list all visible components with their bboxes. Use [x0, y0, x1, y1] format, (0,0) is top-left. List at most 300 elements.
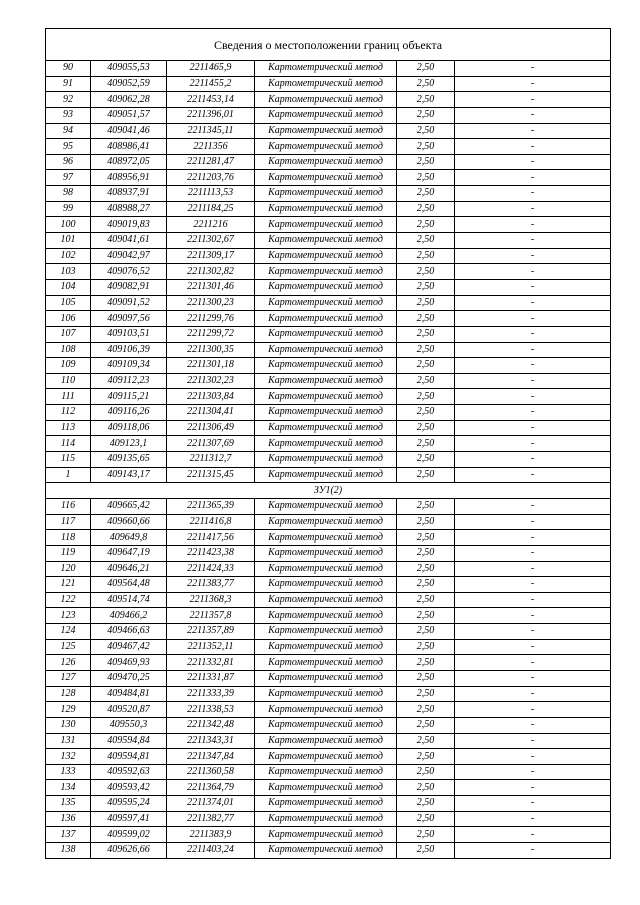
accuracy-cell: 2,50 [397, 639, 455, 655]
y-coordinate-cell: 2211312,7 [167, 452, 255, 468]
y-coordinate-cell: 2211184,25 [167, 201, 255, 217]
accuracy-cell: 2,50 [397, 201, 455, 217]
x-coordinate-cell: 409594,81 [91, 749, 167, 765]
description-cell: - [455, 655, 611, 671]
x-coordinate-cell: 409041,46 [91, 123, 167, 139]
y-coordinate-cell: 2211396,01 [167, 107, 255, 123]
y-coordinate-cell: 2211403,24 [167, 843, 255, 859]
point-number-cell: 117 [46, 514, 91, 530]
method-cell: Картометрический метод [255, 92, 397, 108]
table-body [46, 29, 611, 859]
point-number-cell: 116 [46, 498, 91, 514]
accuracy-cell: 2,50 [397, 107, 455, 123]
accuracy-cell: 2,50 [397, 123, 455, 139]
method-cell: Картометрический метод [255, 577, 397, 593]
point-number-cell: 98 [46, 186, 91, 202]
method-cell: Картометрический метод [255, 514, 397, 530]
table-row [46, 577, 611, 593]
table-row [46, 592, 611, 608]
x-coordinate-cell: 408956,91 [91, 170, 167, 186]
table-row [46, 139, 611, 155]
method-cell: Картометрический метод [255, 154, 397, 170]
y-coordinate-cell: 2211343,31 [167, 733, 255, 749]
description-cell: - [455, 608, 611, 624]
method-cell: Картометрический метод [255, 655, 397, 671]
x-coordinate-cell: 408986,41 [91, 139, 167, 155]
method-cell: Картометрический метод [255, 326, 397, 342]
y-coordinate-cell: 2211332,81 [167, 655, 255, 671]
method-cell: Картометрический метод [255, 452, 397, 468]
description-cell: - [455, 201, 611, 217]
method-cell: Картометрический метод [255, 530, 397, 546]
accuracy-cell: 2,50 [397, 467, 455, 483]
point-number-cell: 95 [46, 139, 91, 155]
accuracy-cell: 2,50 [397, 811, 455, 827]
table-row [46, 655, 611, 671]
point-number-cell: 134 [46, 780, 91, 796]
description-cell: - [455, 326, 611, 342]
x-coordinate-cell: 409626,66 [91, 843, 167, 859]
y-coordinate-cell: 2211374,01 [167, 796, 255, 812]
x-coordinate-cell: 409091,52 [91, 295, 167, 311]
x-coordinate-cell: 408988,27 [91, 201, 167, 217]
description-cell: - [455, 233, 611, 249]
method-cell: Картометрический метод [255, 201, 397, 217]
table-row [46, 514, 611, 530]
y-coordinate-cell: 2211465,9 [167, 61, 255, 77]
x-coordinate-cell: 409597,41 [91, 811, 167, 827]
table-row [46, 279, 611, 295]
accuracy-cell: 2,50 [397, 655, 455, 671]
point-number-cell: 124 [46, 624, 91, 640]
x-coordinate-cell: 409051,57 [91, 107, 167, 123]
point-number-cell: 115 [46, 452, 91, 468]
x-coordinate-cell: 409041,61 [91, 233, 167, 249]
section-row [46, 483, 611, 499]
description-cell: - [455, 217, 611, 233]
x-coordinate-cell: 409135,65 [91, 452, 167, 468]
table-row [46, 561, 611, 577]
point-number-cell: 123 [46, 608, 91, 624]
x-coordinate-cell: 409599,02 [91, 827, 167, 843]
accuracy-cell: 2,50 [397, 764, 455, 780]
y-coordinate-cell: 2211424,33 [167, 561, 255, 577]
description-cell: - [455, 92, 611, 108]
accuracy-cell: 2,50 [397, 311, 455, 327]
point-number-cell: 101 [46, 233, 91, 249]
y-coordinate-cell: 2211333,39 [167, 686, 255, 702]
table-row [46, 702, 611, 718]
y-coordinate-cell: 2211342,48 [167, 717, 255, 733]
accuracy-cell: 2,50 [397, 295, 455, 311]
description-cell: - [455, 154, 611, 170]
y-coordinate-cell: 2211281,47 [167, 154, 255, 170]
description-cell: - [455, 843, 611, 859]
accuracy-cell: 2,50 [397, 514, 455, 530]
x-coordinate-cell: 409593,42 [91, 780, 167, 796]
accuracy-cell: 2,50 [397, 326, 455, 342]
description-cell: - [455, 389, 611, 405]
method-cell: Картометрический метод [255, 545, 397, 561]
x-coordinate-cell: 409466,63 [91, 624, 167, 640]
table-row [46, 811, 611, 827]
y-coordinate-cell: 2211364,79 [167, 780, 255, 796]
table-row [46, 467, 611, 483]
description-cell: - [455, 561, 611, 577]
point-number-cell: 133 [46, 764, 91, 780]
document-sheet [45, 28, 610, 859]
description-cell: - [455, 264, 611, 280]
method-cell: Картометрический метод [255, 624, 397, 640]
method-cell: Картометрический метод [255, 389, 397, 405]
x-coordinate-cell: 409062,28 [91, 92, 167, 108]
accuracy-cell: 2,50 [397, 796, 455, 812]
method-cell: Картометрический метод [255, 264, 397, 280]
description-cell: - [455, 452, 611, 468]
y-coordinate-cell: 2211357,89 [167, 624, 255, 640]
x-coordinate-cell: 409052,59 [91, 76, 167, 92]
point-number-cell: 109 [46, 358, 91, 374]
description-cell: - [455, 733, 611, 749]
point-number-cell: 96 [46, 154, 91, 170]
accuracy-cell: 2,50 [397, 702, 455, 718]
method-cell: Картометрический метод [255, 123, 397, 139]
method-cell: Картометрический метод [255, 843, 397, 859]
y-coordinate-cell: 2211302,23 [167, 373, 255, 389]
description-cell: - [455, 420, 611, 436]
point-number-cell: 1 [46, 467, 91, 483]
description-cell: - [455, 123, 611, 139]
accuracy-cell: 2,50 [397, 217, 455, 233]
x-coordinate-cell: 409594,84 [91, 733, 167, 749]
point-number-cell: 119 [46, 545, 91, 561]
method-cell: Картометрический метод [255, 61, 397, 77]
accuracy-cell: 2,50 [397, 373, 455, 389]
description-cell: - [455, 592, 611, 608]
point-number-cell: 92 [46, 92, 91, 108]
description-cell: - [455, 577, 611, 593]
accuracy-cell: 2,50 [397, 670, 455, 686]
table-row [46, 796, 611, 812]
description-cell: - [455, 749, 611, 765]
point-number-cell: 128 [46, 686, 91, 702]
x-coordinate-cell: 409660,66 [91, 514, 167, 530]
method-cell: Картометрический метод [255, 717, 397, 733]
method-cell: Картометрический метод [255, 780, 397, 796]
accuracy-cell: 2,50 [397, 592, 455, 608]
point-number-cell: 121 [46, 577, 91, 593]
y-coordinate-cell: 2211345,11 [167, 123, 255, 139]
x-coordinate-cell: 409564,48 [91, 577, 167, 593]
y-coordinate-cell: 2211338,53 [167, 702, 255, 718]
table-row [46, 61, 611, 77]
description-cell: - [455, 311, 611, 327]
accuracy-cell: 2,50 [397, 76, 455, 92]
accuracy-cell: 2,50 [397, 154, 455, 170]
y-coordinate-cell: 2211365,39 [167, 498, 255, 514]
description-cell: - [455, 436, 611, 452]
point-number-cell: 130 [46, 717, 91, 733]
y-coordinate-cell: 2211315,45 [167, 467, 255, 483]
y-coordinate-cell: 2211301,18 [167, 358, 255, 374]
point-number-cell: 106 [46, 311, 91, 327]
method-cell: Картометрический метод [255, 186, 397, 202]
x-coordinate-cell: 409112,23 [91, 373, 167, 389]
x-coordinate-cell: 409082,91 [91, 279, 167, 295]
table-row [46, 201, 611, 217]
description-cell: - [455, 811, 611, 827]
table-row [46, 295, 611, 311]
y-coordinate-cell: 2211301,46 [167, 279, 255, 295]
y-coordinate-cell: 2211203,76 [167, 170, 255, 186]
table-row [46, 670, 611, 686]
table-row [46, 311, 611, 327]
description-cell: - [455, 358, 611, 374]
point-number-cell: 104 [46, 279, 91, 295]
y-coordinate-cell: 2211331,87 [167, 670, 255, 686]
x-coordinate-cell: 409466,2 [91, 608, 167, 624]
method-cell: Картометрический метод [255, 170, 397, 186]
x-coordinate-cell: 409520,87 [91, 702, 167, 718]
description-cell: - [455, 248, 611, 264]
y-coordinate-cell: 2211303,84 [167, 389, 255, 405]
table-row [46, 154, 611, 170]
table-row [46, 186, 611, 202]
method-cell: Картометрический метод [255, 639, 397, 655]
y-coordinate-cell: 2211299,72 [167, 326, 255, 342]
accuracy-cell: 2,50 [397, 420, 455, 436]
description-cell: - [455, 780, 611, 796]
table-row [46, 843, 611, 859]
method-cell: Картометрический метод [255, 311, 397, 327]
point-number-cell: 90 [46, 61, 91, 77]
point-number-cell: 108 [46, 342, 91, 358]
point-number-cell: 103 [46, 264, 91, 280]
point-number-cell: 126 [46, 655, 91, 671]
accuracy-cell: 2,50 [397, 233, 455, 249]
x-coordinate-cell: 409649,8 [91, 530, 167, 546]
table-row [46, 530, 611, 546]
x-coordinate-cell: 409470,25 [91, 670, 167, 686]
point-number-cell: 129 [46, 702, 91, 718]
table-row [46, 217, 611, 233]
accuracy-cell: 2,50 [397, 170, 455, 186]
point-number-cell: 112 [46, 405, 91, 421]
section-label: ЗУ1(2) [46, 483, 611, 499]
accuracy-cell: 2,50 [397, 843, 455, 859]
point-number-cell: 135 [46, 796, 91, 812]
description-cell: - [455, 530, 611, 546]
x-coordinate-cell: 409116,26 [91, 405, 167, 421]
accuracy-cell: 2,50 [397, 248, 455, 264]
description-cell: - [455, 686, 611, 702]
table-row [46, 342, 611, 358]
method-cell: Картометрический метод [255, 107, 397, 123]
method-cell: Картометрический метод [255, 764, 397, 780]
accuracy-cell: 2,50 [397, 264, 455, 280]
table-row [46, 170, 611, 186]
y-coordinate-cell: 2211368,3 [167, 592, 255, 608]
y-coordinate-cell: 2211307,69 [167, 436, 255, 452]
x-coordinate-cell: 409103,51 [91, 326, 167, 342]
method-cell: Картометрический метод [255, 498, 397, 514]
point-number-cell: 114 [46, 436, 91, 452]
accuracy-cell: 2,50 [397, 577, 455, 593]
point-number-cell: 113 [46, 420, 91, 436]
y-coordinate-cell: 2211455,2 [167, 76, 255, 92]
x-coordinate-cell: 409042,97 [91, 248, 167, 264]
x-coordinate-cell: 409484,81 [91, 686, 167, 702]
accuracy-cell: 2,50 [397, 717, 455, 733]
point-number-cell: 127 [46, 670, 91, 686]
y-coordinate-cell: 2211306,49 [167, 420, 255, 436]
y-coordinate-cell: 2211416,8 [167, 514, 255, 530]
point-number-cell: 107 [46, 326, 91, 342]
table-row [46, 452, 611, 468]
y-coordinate-cell: 2211417,56 [167, 530, 255, 546]
description-cell: - [455, 186, 611, 202]
point-number-cell: 93 [46, 107, 91, 123]
table-row [46, 123, 611, 139]
method-cell: Картометрический метод [255, 248, 397, 264]
description-cell: - [455, 342, 611, 358]
description-cell: - [455, 405, 611, 421]
point-number-cell: 132 [46, 749, 91, 765]
description-cell: - [455, 827, 611, 843]
point-number-cell: 111 [46, 389, 91, 405]
title-row [46, 29, 611, 61]
point-number-cell: 118 [46, 530, 91, 546]
x-coordinate-cell: 409055,53 [91, 61, 167, 77]
method-cell: Картометрический метод [255, 561, 397, 577]
y-coordinate-cell: 2211300,23 [167, 295, 255, 311]
table-row [46, 608, 611, 624]
method-cell: Картометрический метод [255, 733, 397, 749]
method-cell: Картометрический метод [255, 295, 397, 311]
description-cell: - [455, 639, 611, 655]
description-cell: - [455, 279, 611, 295]
method-cell: Картометрический метод [255, 467, 397, 483]
description-cell: - [455, 373, 611, 389]
accuracy-cell: 2,50 [397, 436, 455, 452]
method-cell: Картометрический метод [255, 796, 397, 812]
description-cell: - [455, 295, 611, 311]
y-coordinate-cell: 2211357,8 [167, 608, 255, 624]
accuracy-cell: 2,50 [397, 389, 455, 405]
accuracy-cell: 2,50 [397, 61, 455, 77]
description-cell: - [455, 624, 611, 640]
method-cell: Картометрический метод [255, 702, 397, 718]
description-cell: - [455, 139, 611, 155]
y-coordinate-cell: 2211352,11 [167, 639, 255, 655]
table-row [46, 373, 611, 389]
point-number-cell: 99 [46, 201, 91, 217]
point-number-cell: 97 [46, 170, 91, 186]
description-cell: - [455, 61, 611, 77]
x-coordinate-cell: 409665,42 [91, 498, 167, 514]
point-number-cell: 102 [46, 248, 91, 264]
x-coordinate-cell: 409143,17 [91, 467, 167, 483]
x-coordinate-cell: 409467,42 [91, 639, 167, 655]
table-row [46, 233, 611, 249]
point-number-cell: 100 [46, 217, 91, 233]
point-number-cell: 94 [46, 123, 91, 139]
y-coordinate-cell: 2211383,9 [167, 827, 255, 843]
x-coordinate-cell: 409123,1 [91, 436, 167, 452]
y-coordinate-cell: 2211216 [167, 217, 255, 233]
table-row [46, 436, 611, 452]
method-cell: Картометрический метод [255, 827, 397, 843]
point-number-cell: 105 [46, 295, 91, 311]
x-coordinate-cell: 409550,3 [91, 717, 167, 733]
y-coordinate-cell: 2211299,76 [167, 311, 255, 327]
point-number-cell: 137 [46, 827, 91, 843]
table-row [46, 498, 611, 514]
y-coordinate-cell: 2211423,38 [167, 545, 255, 561]
table-row [46, 733, 611, 749]
y-coordinate-cell: 2211300,35 [167, 342, 255, 358]
x-coordinate-cell: 409118,06 [91, 420, 167, 436]
method-cell: Картометрический метод [255, 139, 397, 155]
point-number-cell: 110 [46, 373, 91, 389]
point-number-cell: 125 [46, 639, 91, 655]
description-cell: - [455, 545, 611, 561]
accuracy-cell: 2,50 [397, 686, 455, 702]
description-cell: - [455, 107, 611, 123]
accuracy-cell: 2,50 [397, 498, 455, 514]
table-row [46, 107, 611, 123]
point-number-cell: 91 [46, 76, 91, 92]
table-row [46, 686, 611, 702]
y-coordinate-cell: 2211302,67 [167, 233, 255, 249]
y-coordinate-cell: 2211356 [167, 139, 255, 155]
point-number-cell: 120 [46, 561, 91, 577]
x-coordinate-cell: 409115,21 [91, 389, 167, 405]
x-coordinate-cell: 409097,56 [91, 311, 167, 327]
point-number-cell: 122 [46, 592, 91, 608]
accuracy-cell: 2,50 [397, 342, 455, 358]
method-cell: Картометрический метод [255, 436, 397, 452]
accuracy-cell: 2,50 [397, 452, 455, 468]
method-cell: Картометрический метод [255, 217, 397, 233]
table-row [46, 405, 611, 421]
table-row [46, 749, 611, 765]
description-cell: - [455, 717, 611, 733]
x-coordinate-cell: 409076,52 [91, 264, 167, 280]
description-cell: - [455, 514, 611, 530]
table-title: Сведения о местоположении границ объекта [46, 29, 611, 61]
table-row [46, 76, 611, 92]
y-coordinate-cell: 2211382,77 [167, 811, 255, 827]
accuracy-cell: 2,50 [397, 186, 455, 202]
table-row [46, 264, 611, 280]
x-coordinate-cell: 409469,93 [91, 655, 167, 671]
x-coordinate-cell: 409109,34 [91, 358, 167, 374]
method-cell: Картометрический метод [255, 670, 397, 686]
description-cell: - [455, 796, 611, 812]
description-cell: - [455, 702, 611, 718]
method-cell: Картометрический метод [255, 373, 397, 389]
boundary-table [45, 28, 611, 859]
accuracy-cell: 2,50 [397, 405, 455, 421]
description-cell: - [455, 498, 611, 514]
x-coordinate-cell: 409514,74 [91, 592, 167, 608]
x-coordinate-cell: 409592,63 [91, 764, 167, 780]
accuracy-cell: 2,50 [397, 733, 455, 749]
table-row [46, 389, 611, 405]
y-coordinate-cell: 2211304,41 [167, 405, 255, 421]
y-coordinate-cell: 2211383,77 [167, 577, 255, 593]
